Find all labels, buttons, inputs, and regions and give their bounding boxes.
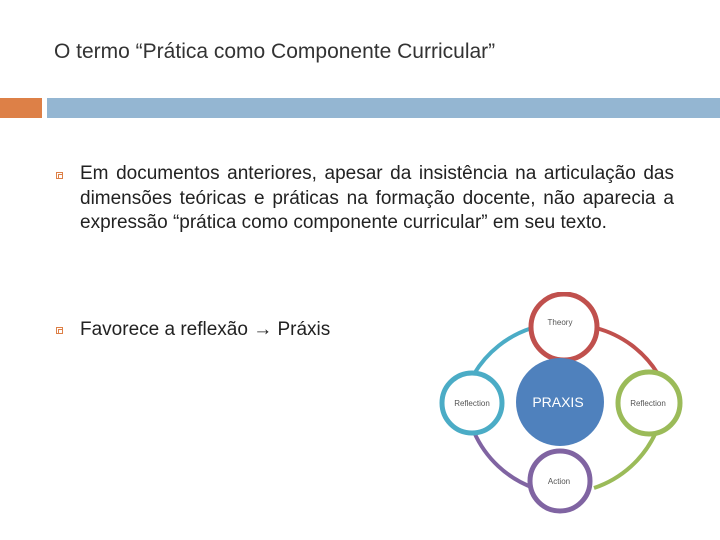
action-label: Action [547,477,571,486]
bullet-square-icon [56,172,63,179]
arc-right-to-action [594,432,656,488]
praxis-cycle-diagram [436,292,688,538]
praxis-center-label: PRAXIS [532,394,584,410]
reflection-left-label: Reflection [454,399,490,408]
theory-node [531,294,597,360]
arc-left-to-theory [474,328,532,374]
theory-label: Theory [547,318,573,327]
bullet-square-icon [56,327,63,334]
arc-action-to-left [474,432,534,488]
arc-theory-to-right [596,328,658,374]
bullet-2-text: Favorece a reflexão → Práxis [80,319,331,340]
reflection-right-label: Reflection [630,399,666,408]
bullet-1-text: Em documentos anteriores, apesar da insistência na articulação das dimensões teóricas e práticas na formação docente, não aparecia a expressão “prática como componente curricular” em seu texto. [80,163,674,233]
slide-title: O termo “Prática como Componente Curricular” [54,40,496,63]
accent-bar [0,98,42,118]
title-rule-bar [47,98,720,118]
